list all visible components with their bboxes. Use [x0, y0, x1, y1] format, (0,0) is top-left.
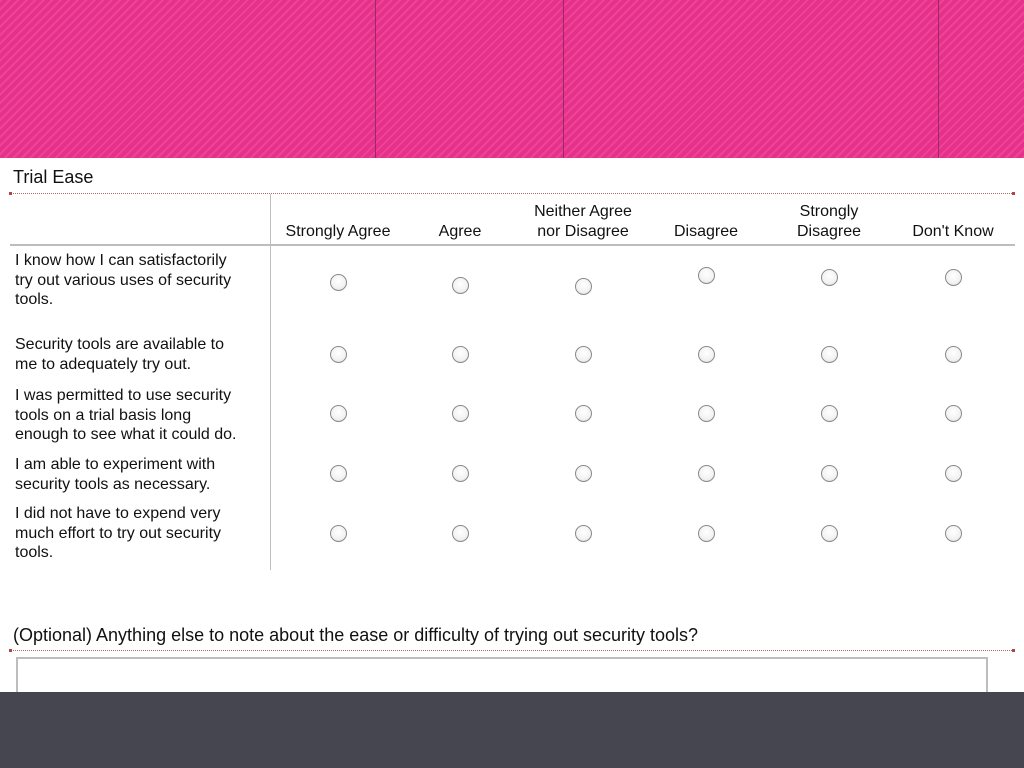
banner-divider — [563, 0, 564, 158]
radio-row1-dont-know[interactable] — [945, 269, 962, 286]
radio-row4-strongly-agree[interactable] — [330, 465, 347, 482]
column-header-agree: Agree — [438, 223, 482, 240]
bottom-bar — [0, 692, 1024, 768]
radio-row5-neutral[interactable] — [575, 525, 592, 542]
likert-matrix — [10, 194, 1015, 570]
column-header-strongly-disagree: Strongly Disagree — [796, 203, 862, 240]
radio-row2-dont-know[interactable] — [945, 346, 962, 363]
optional-question-label: (Optional) Anything else to note about the ease or difficulty of trying out security tools? — [13, 625, 699, 645]
radio-row1-neutral[interactable] — [575, 278, 592, 295]
radio-row1-strongly-disagree[interactable] — [821, 269, 838, 286]
radio-row1-agree[interactable] — [452, 277, 469, 294]
radio-row3-agree[interactable] — [452, 405, 469, 422]
radio-row2-agree[interactable] — [452, 346, 469, 363]
radio-row4-agree[interactable] — [452, 465, 469, 482]
rule-cap — [9, 649, 12, 652]
column-header-neutral: Neither Agree nor Disagree — [534, 203, 632, 240]
section-title: Trial Ease — [13, 167, 94, 187]
row-label-2: Security tools are available to me to adequately try out. — [15, 336, 224, 373]
radio-row5-strongly-disagree[interactable] — [821, 525, 838, 542]
radio-row4-neutral[interactable] — [575, 465, 592, 482]
radio-row2-strongly-agree[interactable] — [330, 346, 347, 363]
radio-row3-dont-know[interactable] — [945, 405, 962, 422]
optional-question-rule — [10, 650, 1014, 651]
row-label-3: I was permitted to use security tools on a trial basis long enough to see what it could do. — [15, 387, 237, 443]
row-label-5: I did not have to expend very much effort to try out security tools. — [15, 505, 222, 561]
radio-row5-agree[interactable] — [452, 525, 469, 542]
column-header-strongly-agree: Strongly Agree — [285, 223, 391, 240]
matrix-label-column-divider — [270, 194, 271, 570]
radio-row4-strongly-disagree[interactable] — [821, 465, 838, 482]
banner-divider — [375, 0, 376, 158]
radio-row1-strongly-agree[interactable] — [330, 274, 347, 291]
radio-row2-neutral[interactable] — [575, 346, 592, 363]
radio-row5-dont-know[interactable] — [945, 525, 962, 542]
radio-row3-neutral[interactable] — [575, 405, 592, 422]
radio-row3-strongly-disagree[interactable] — [821, 405, 838, 422]
header-banner — [0, 0, 1024, 158]
radio-row2-strongly-disagree[interactable] — [821, 346, 838, 363]
radio-row5-strongly-agree[interactable] — [330, 525, 347, 542]
column-header-disagree: Disagree — [673, 223, 739, 240]
radio-row1-disagree[interactable] — [698, 267, 715, 284]
radio-row5-disagree[interactable] — [698, 525, 715, 542]
radio-row4-dont-know[interactable] — [945, 465, 962, 482]
row-label-4: I am able to experiment with security tools as necessary. — [15, 456, 216, 493]
rule-cap — [1012, 649, 1015, 652]
matrix-header-rule — [10, 244, 1015, 246]
row-label-1: I know how I can satisfactorily try out various uses of security tools. — [15, 252, 232, 308]
column-header-dont-know: Don't Know — [912, 223, 994, 240]
radio-row4-disagree[interactable] — [698, 465, 715, 482]
banner-divider — [938, 0, 939, 158]
radio-row2-disagree[interactable] — [698, 346, 715, 363]
radio-row3-strongly-agree[interactable] — [330, 405, 347, 422]
radio-row3-disagree[interactable] — [698, 405, 715, 422]
